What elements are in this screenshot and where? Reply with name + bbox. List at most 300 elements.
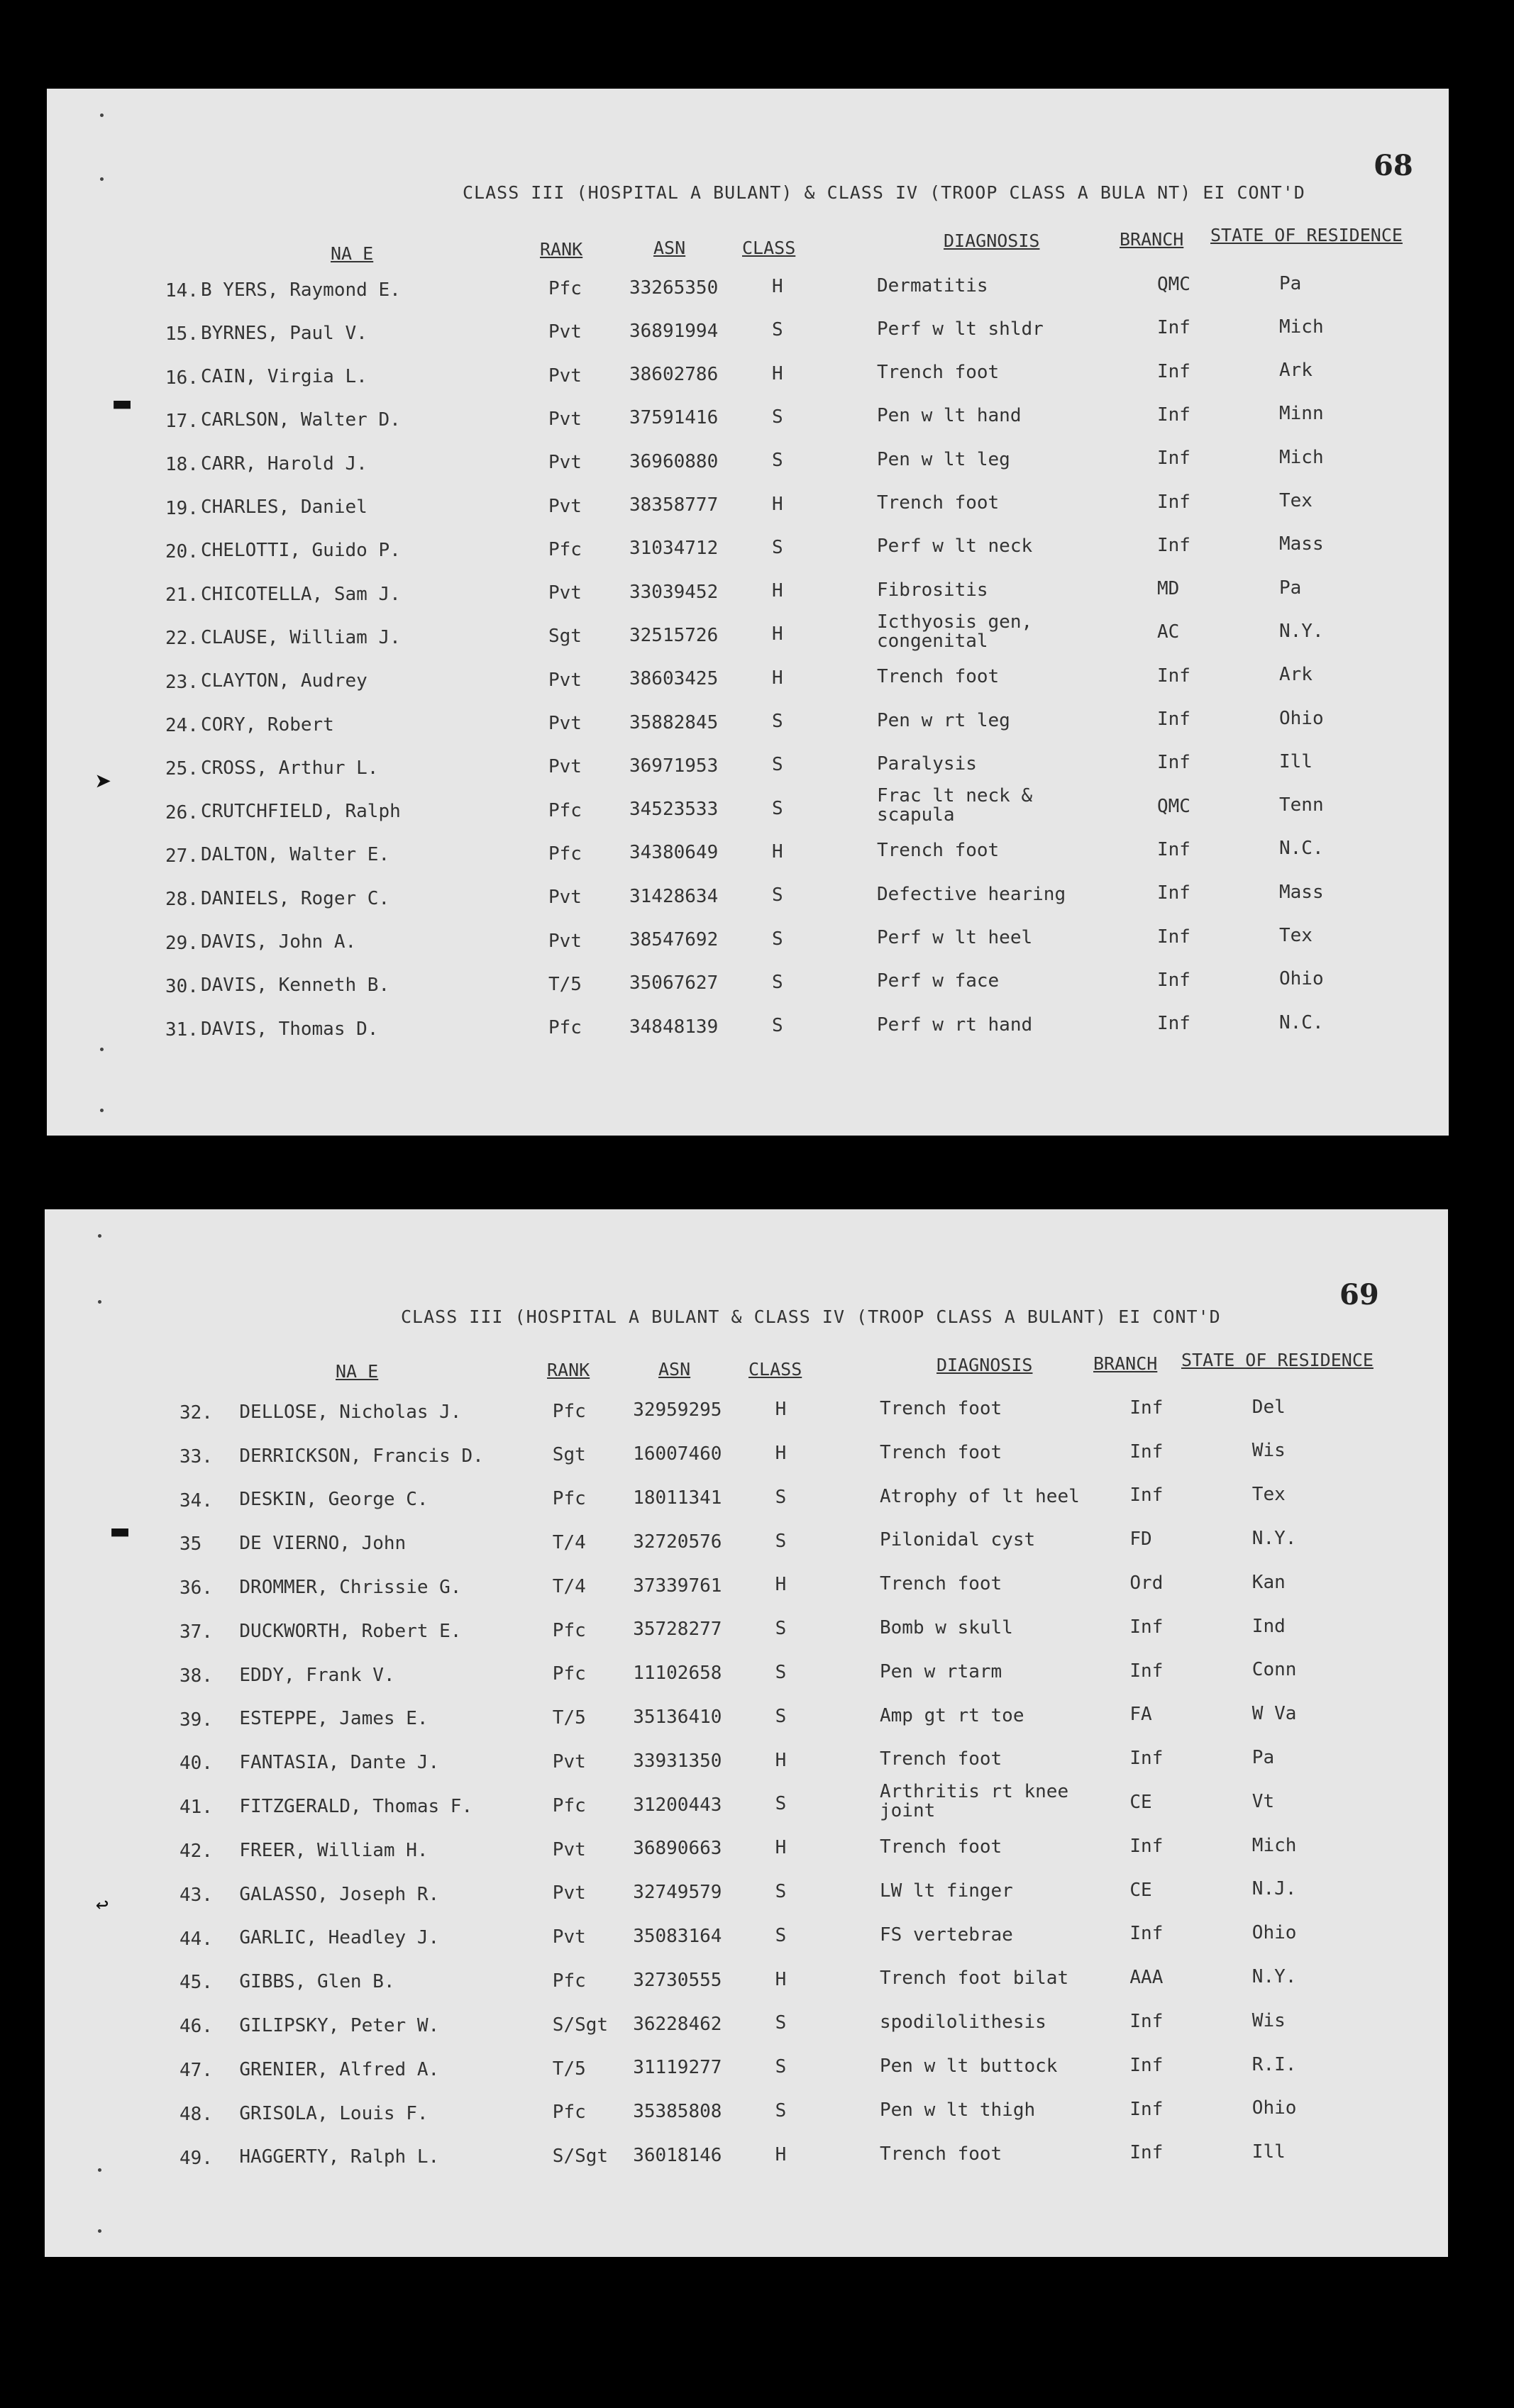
cell-diag: Perf w rt hand xyxy=(877,1014,1033,1036)
margin-mark-icon: ▬ xyxy=(111,1514,129,1547)
header-class: CLASS xyxy=(742,238,796,258)
cell-asn: 36890663 xyxy=(633,1838,722,1860)
cell-branch: Inf xyxy=(1157,1013,1190,1035)
cell-name: EDDY, Frank V. xyxy=(239,1664,395,1686)
table-row xyxy=(45,1834,1448,1869)
cell-diag: Perf w lt heel xyxy=(877,927,1033,948)
cell-diag: Bomb w skull xyxy=(880,1617,1013,1638)
cell-diag: spodilolithesis xyxy=(880,2012,1046,2034)
cell-rank: Pvt xyxy=(548,365,582,387)
cell-state: N.Y. xyxy=(1251,1528,1297,1549)
table-row xyxy=(45,1878,1448,1913)
cell-rank: Pvt xyxy=(548,713,582,734)
cell-diag: Atrophy of lt heel xyxy=(880,1485,1080,1507)
cell-diag: Pen w rt leg xyxy=(877,709,1010,731)
cell-branch: FD xyxy=(1129,1528,1152,1550)
cell-name: FREER, William H. xyxy=(239,1839,429,1861)
cell-cls: S xyxy=(775,1924,787,1946)
cell-num: 38. xyxy=(179,1665,213,1687)
cell-cls: S xyxy=(775,1530,787,1552)
cell-num: 19. xyxy=(165,497,199,519)
cell-name: CARLSON, Walter D. xyxy=(201,409,401,431)
cell-state: Pa xyxy=(1279,272,1302,294)
cell-branch: Inf xyxy=(1129,1397,1164,1419)
table-row xyxy=(45,2141,1448,2176)
cell-name: DAVIS, Thomas D. xyxy=(201,1018,379,1040)
cell-num: 23. xyxy=(165,671,199,693)
cell-state: N.Y. xyxy=(1279,620,1324,642)
cell-num: 14. xyxy=(165,280,199,301)
cell-cls: S xyxy=(772,319,783,341)
cell-cls: S xyxy=(772,450,783,472)
cell-asn: 11102658 xyxy=(633,1663,722,1685)
cell-name: CAIN, Virgia L. xyxy=(201,366,368,388)
cell-state: Tex xyxy=(1279,925,1313,946)
cell-name: CLAUSE, William J. xyxy=(201,626,401,648)
cell-state: Mich xyxy=(1279,446,1324,468)
cell-name: CLAYTON, Audrey xyxy=(201,670,368,692)
cell-state: Tex xyxy=(1251,1484,1286,1506)
cell-branch: Inf xyxy=(1129,1748,1164,1770)
cell-diag: Trench foot xyxy=(877,840,1000,862)
cell-cls: S xyxy=(772,754,783,776)
cell-asn: 33039452 xyxy=(629,581,719,603)
cell-num: 39. xyxy=(179,1709,213,1731)
cell-cls: S xyxy=(775,1881,787,1902)
cell-diag: Defective hearing xyxy=(877,883,1066,905)
cell-diag: Dermatitis xyxy=(877,274,988,296)
cell-state: Ill xyxy=(1251,2141,1286,2163)
dust-speck xyxy=(100,1048,104,1051)
cell-name: GRISOLA, Louis F. xyxy=(239,2102,429,2124)
cell-num: 25. xyxy=(165,758,199,780)
cell-state: N.J. xyxy=(1251,1878,1297,1900)
dust-speck xyxy=(98,2229,101,2233)
cell-rank: Pvt xyxy=(552,1882,586,1904)
cell-state: Mich xyxy=(1279,316,1324,338)
cell-asn: 31200443 xyxy=(633,1794,722,1816)
header-rank: RANK xyxy=(540,239,583,260)
cell-asn: 16007460 xyxy=(633,1443,722,1465)
cell-diag: Pen w lt hand xyxy=(877,405,1022,427)
cell-branch: Inf xyxy=(1129,2011,1164,2032)
cell-name: DAVIS, John A. xyxy=(201,931,357,953)
cell-diag: Pen w lt leg xyxy=(877,448,1010,470)
cell-rank: Pfc xyxy=(548,843,582,865)
cell-rank: Sgt xyxy=(552,1444,586,1466)
cell-cls: H xyxy=(775,2143,787,2165)
cell-num: 45. xyxy=(179,1972,213,1994)
header-rank: RANK xyxy=(547,1360,590,1380)
cell-name: FANTASIA, Dante J. xyxy=(239,1752,440,1774)
cell-name: DROMMER, Chrissie G. xyxy=(239,1577,462,1598)
cell-name: CROSS, Arthur L. xyxy=(201,757,379,779)
cell-branch: Inf xyxy=(1157,317,1190,339)
cell-state: Ohio xyxy=(1251,1922,1297,1944)
dust-speck xyxy=(98,2168,101,2172)
header-state: STATE OF RESIDENCE xyxy=(1210,225,1403,245)
header-branch: BRANCH xyxy=(1093,1353,1158,1374)
cell-num: 44. xyxy=(179,1928,213,1950)
cell-branch: FA xyxy=(1129,1704,1152,1726)
cell-state: Mass xyxy=(1279,533,1324,555)
cell-rank: Pfc xyxy=(552,2102,586,2124)
cell-diag: Arthritis rt knee joint xyxy=(880,1781,1069,1822)
cell-diag: Perf w lt neck xyxy=(877,536,1033,557)
cell-state: Ark xyxy=(1279,664,1313,686)
cell-diag: Pen w lt buttock xyxy=(880,2055,1058,2077)
cell-branch: MD xyxy=(1157,578,1180,600)
cell-branch: Inf xyxy=(1129,2142,1164,2164)
cell-diag: Icthyosis gen, congenital xyxy=(877,611,1033,652)
cell-asn: 35067627 xyxy=(629,972,719,994)
cell-num: 30. xyxy=(165,975,199,997)
cell-rank: Pfc xyxy=(552,1663,586,1685)
cell-cls: S xyxy=(772,797,783,819)
cell-state: Wis xyxy=(1251,2009,1286,2031)
cell-cls: H xyxy=(775,1399,787,1421)
cell-diag: Trench foot xyxy=(877,362,1000,384)
margin-mark-icon: ▬ xyxy=(114,387,131,419)
cell-name: DE VIERNO, John xyxy=(239,1533,407,1555)
cell-branch: Inf xyxy=(1157,360,1190,382)
cell-cls: S xyxy=(775,1705,787,1727)
cell-name: DANIELS, Roger C. xyxy=(201,887,390,909)
table-row xyxy=(47,611,1449,656)
cell-num: 24. xyxy=(165,715,199,736)
dust-speck xyxy=(98,1234,101,1238)
cell-branch: Inf xyxy=(1129,2098,1164,2120)
cell-name: CORY, Robert xyxy=(201,714,334,736)
cell-rank: Pvt xyxy=(548,887,582,909)
cell-diag: FS vertebrae xyxy=(880,1924,1013,1946)
cell-num: 41. xyxy=(179,1797,213,1819)
table-row xyxy=(45,2009,1448,2044)
cell-state: Mich xyxy=(1251,1834,1297,1856)
cell-branch: Inf xyxy=(1157,404,1190,426)
cell-state: Ind xyxy=(1251,1615,1286,1637)
cell-num: 36. xyxy=(179,1577,213,1599)
cell-cls: H xyxy=(772,623,783,645)
record-page-68 xyxy=(47,89,1449,1136)
header-branch: BRANCH xyxy=(1120,229,1184,250)
cell-diag: Trench foot xyxy=(880,1398,1002,1419)
cell-name: ESTEPPE, James E. xyxy=(239,1708,429,1730)
cell-asn: 37339761 xyxy=(633,1575,722,1597)
cell-rank: T/4 xyxy=(552,1575,586,1597)
table-row xyxy=(47,403,1449,439)
cell-diag: LW lt finger xyxy=(880,1880,1013,1902)
cell-branch: Inf xyxy=(1129,1660,1164,1682)
header-asn: ASN xyxy=(653,238,686,258)
cell-rank: S/Sgt xyxy=(552,2014,609,2036)
cell-name: B YERS, Raymond E. xyxy=(201,279,401,301)
cell-asn: 34523533 xyxy=(629,799,719,821)
cell-num: 42. xyxy=(179,1841,213,1862)
cell-cls: H xyxy=(775,1837,787,1859)
cell-asn: 38602786 xyxy=(629,364,719,386)
cell-name: CHARLES, Daniel xyxy=(201,496,368,518)
table-row xyxy=(45,1396,1448,1431)
table-row xyxy=(47,533,1449,570)
cell-num: 32. xyxy=(179,1402,213,1424)
header-state: STATE OF RESIDENCE xyxy=(1181,1350,1374,1370)
dust-speck xyxy=(98,1300,101,1304)
cell-state: N.C. xyxy=(1279,1011,1324,1033)
header-diagnosis: DIAGNOSIS xyxy=(936,1355,1033,1375)
header-diagnosis: DIAGNOSIS xyxy=(944,231,1040,251)
cell-rank: Pvt xyxy=(552,1838,586,1860)
cell-asn: 38358777 xyxy=(629,494,719,516)
cell-cls: S xyxy=(772,971,783,993)
cell-cls: H xyxy=(772,493,783,515)
cell-diag: Trench foot bilat xyxy=(880,1968,1069,1990)
table-row xyxy=(45,1703,1448,1738)
cell-state: Kan xyxy=(1251,1571,1286,1593)
cell-rank: Pvt xyxy=(548,930,582,952)
cell-asn: 38603425 xyxy=(629,668,719,690)
cell-name: CHICOTELLA, Sam J. xyxy=(201,583,401,605)
table-row xyxy=(45,2053,1448,2088)
cell-cls: S xyxy=(772,711,783,732)
cell-asn: 33931350 xyxy=(633,1750,722,1772)
cell-rank: T/4 xyxy=(552,1532,586,1553)
cell-num: 28. xyxy=(165,889,199,911)
cell-state: Ark xyxy=(1279,360,1313,382)
cell-asn: 34848139 xyxy=(629,1016,719,1038)
cell-cls: H xyxy=(775,1968,787,1990)
page-title: CLASS III (HOSPITAL A BULANT & CLASS IV (TROOP CLASS A BULANT) EI CONT'D xyxy=(401,1306,1221,1327)
cell-diag: Paralysis xyxy=(877,753,977,775)
cell-diag: Perf w face xyxy=(877,970,1000,992)
cell-name: DALTON, Walter E. xyxy=(201,844,390,866)
cell-name: HAGGERTY, Ralph L. xyxy=(239,2146,440,2168)
cell-name: GALASSO, Joseph R. xyxy=(239,1883,440,1905)
table-row xyxy=(47,577,1449,613)
cell-branch: Inf xyxy=(1157,969,1190,991)
cell-rank: Pfc xyxy=(548,278,582,299)
cell-asn: 31034712 xyxy=(629,538,719,560)
cell-rank: T/5 xyxy=(548,973,582,995)
cell-num: 49. xyxy=(179,2147,213,2169)
cell-branch: Inf xyxy=(1157,709,1190,730)
table-row xyxy=(47,664,1449,700)
cell-branch: Inf xyxy=(1157,882,1190,904)
cell-cls: S xyxy=(775,2056,787,2078)
cell-asn: 36228462 xyxy=(633,2013,722,2035)
table-row xyxy=(47,1011,1449,1048)
cell-asn: 35385808 xyxy=(633,2101,722,2123)
cell-branch: AAA xyxy=(1129,1967,1164,1989)
cell-state: Wis xyxy=(1251,1440,1286,1462)
cell-state: Tenn xyxy=(1279,794,1324,816)
cell-diag: Trench foot xyxy=(880,1441,1002,1463)
cell-cls: S xyxy=(775,1486,787,1508)
cell-diag: Trench foot xyxy=(880,1573,1002,1595)
cell-state: Vt xyxy=(1251,1790,1275,1812)
cell-cls: H xyxy=(772,362,783,384)
cell-rank: Pfc xyxy=(548,538,582,560)
cell-cls: H xyxy=(775,1443,787,1464)
cell-cls: S xyxy=(775,2012,787,2034)
cell-diag: Pen w rtarm xyxy=(880,1660,1002,1682)
cell-num: 48. xyxy=(179,2103,213,2125)
cell-rank: Pfc xyxy=(552,1970,586,1992)
cell-branch: Inf xyxy=(1157,448,1190,470)
page-number: 68 xyxy=(1374,149,1413,182)
dust-speck xyxy=(100,1109,104,1112)
cell-diag: Pilonidal cyst xyxy=(880,1529,1036,1551)
cell-name: DAVIS, Kenneth B. xyxy=(201,975,390,997)
cell-rank: Sgt xyxy=(548,626,582,648)
cell-num: 37. xyxy=(179,1621,213,1643)
cell-name: CARR, Harold J. xyxy=(201,453,368,475)
cell-num: 35 xyxy=(179,1533,202,1555)
cell-cls: S xyxy=(772,1015,783,1037)
cell-num: 47. xyxy=(179,2060,213,2081)
cell-cls: S xyxy=(772,406,783,428)
record-page-69 xyxy=(45,1209,1448,2257)
cell-asn: 32720576 xyxy=(633,1531,722,1553)
table-row xyxy=(45,1484,1448,1519)
cell-rank: Pvt xyxy=(548,669,582,691)
cell-asn: 38547692 xyxy=(629,929,719,950)
cell-state: N.C. xyxy=(1279,838,1324,860)
cell-num: 29. xyxy=(165,932,199,954)
cell-name: GARLIC, Headley J. xyxy=(239,1927,440,1949)
cell-num: 27. xyxy=(165,845,199,867)
cell-num: 26. xyxy=(165,801,199,823)
cell-branch: Ord xyxy=(1129,1572,1164,1594)
dust-speck xyxy=(100,113,104,117)
cell-state: Tex xyxy=(1279,490,1313,511)
cell-rank: S/Sgt xyxy=(552,2146,609,2168)
table-row xyxy=(45,1440,1448,1475)
table-row xyxy=(47,446,1449,482)
cell-asn: 35083164 xyxy=(633,1926,722,1947)
margin-mark-icon: ↩ xyxy=(96,1892,109,1917)
cell-rank: Pfc xyxy=(552,1794,586,1816)
cell-name: DESKIN, George C. xyxy=(239,1489,429,1511)
cell-diag: Amp gt rt toe xyxy=(880,1704,1024,1726)
page-title: CLASS III (HOSPITAL A BULANT) & CLASS IV (TROOP CLASS A BULA NT) EI CONT'D xyxy=(463,182,1305,203)
cell-name: GRENIER, Alfred A. xyxy=(239,2058,440,2080)
margin-arrow-icon: ➤ xyxy=(95,766,113,799)
cell-num: 22. xyxy=(165,628,199,650)
cell-num: 31. xyxy=(165,1019,199,1041)
cell-rank: Pvt xyxy=(548,495,582,517)
cell-state: Ohio xyxy=(1279,707,1324,729)
cell-asn: 34380649 xyxy=(629,842,719,864)
cell-diag: Trench foot xyxy=(880,2143,1002,2165)
cell-rank: Pfc xyxy=(552,1488,586,1510)
cell-num: 33. xyxy=(179,1446,213,1467)
cell-diag: Trench foot xyxy=(880,1748,1002,1770)
cell-name: DUCKWORTH, Robert E. xyxy=(239,1620,462,1642)
cell-state: Ohio xyxy=(1251,2097,1297,2119)
cell-cls: S xyxy=(775,1793,787,1815)
cell-branch: Inf xyxy=(1157,534,1190,556)
cell-diag: Trench foot xyxy=(877,492,1000,514)
cell-name: DELLOSE, Nicholas J. xyxy=(239,1401,462,1423)
cell-num: 18. xyxy=(165,454,199,476)
table-row xyxy=(47,272,1449,309)
cell-branch: Inf xyxy=(1129,1835,1164,1857)
table-row xyxy=(45,1528,1448,1562)
cell-rank: Pvt xyxy=(552,1926,586,1948)
table-row xyxy=(47,316,1449,352)
cell-cls: H xyxy=(775,1574,787,1596)
cell-cls: S xyxy=(775,1662,787,1683)
cell-branch: QMC xyxy=(1157,795,1190,817)
cell-rank: Pvt xyxy=(548,321,582,343)
cell-num: 43. xyxy=(179,1884,213,1906)
table-row xyxy=(45,1659,1448,1694)
table-row xyxy=(45,1747,1448,1781)
table-row xyxy=(45,1615,1448,1650)
cell-state: Mass xyxy=(1279,881,1324,903)
cell-rank: Pfc xyxy=(552,1400,586,1422)
cell-state: Ohio xyxy=(1279,968,1324,990)
cell-num: 16. xyxy=(165,367,199,389)
cell-diag: Trench foot xyxy=(880,1836,1002,1858)
cell-asn: 18011341 xyxy=(633,1487,722,1509)
cell-name: GILIPSKY, Peter W. xyxy=(239,2015,440,2036)
cell-asn: 35136410 xyxy=(633,1707,722,1728)
cell-asn: 32515726 xyxy=(629,624,719,646)
cell-asn: 33265350 xyxy=(629,277,719,299)
header-name: NA E xyxy=(331,243,374,264)
cell-rank: Pvt xyxy=(548,452,582,474)
cell-cls: S xyxy=(772,536,783,558)
table-row xyxy=(47,881,1449,917)
table-row xyxy=(47,750,1449,787)
cell-state: Pa xyxy=(1279,577,1302,599)
cell-asn: 35882845 xyxy=(629,711,719,733)
cell-diag: Trench foot xyxy=(877,666,1000,688)
table-row xyxy=(47,925,1449,961)
cell-num: 34. xyxy=(179,1489,213,1511)
table-row xyxy=(47,490,1449,526)
cell-rank: Pfc xyxy=(552,1619,586,1641)
cell-cls: S xyxy=(772,928,783,950)
cell-num: 40. xyxy=(179,1753,213,1775)
cell-rank: Pvt xyxy=(548,582,582,604)
cell-cls: H xyxy=(772,580,783,602)
cell-state: Conn xyxy=(1251,1659,1297,1681)
page-number: 69 xyxy=(1339,1278,1379,1311)
header-asn: ASN xyxy=(658,1359,691,1380)
cell-state: Del xyxy=(1251,1396,1286,1418)
cell-name: FITZGERALD, Thomas F. xyxy=(239,1796,473,1817)
table-row xyxy=(47,785,1449,831)
cell-diag: Frac lt neck & scapula xyxy=(877,785,1033,826)
cell-state: N.Y. xyxy=(1251,1966,1297,1987)
cell-diag: Perf w lt shldr xyxy=(877,318,1044,340)
cell-num: 15. xyxy=(165,323,199,345)
cell-asn: 32730555 xyxy=(633,1969,722,1991)
cell-name: BYRNES, Paul V. xyxy=(201,322,368,344)
cell-name: CRUTCHFIELD, Ralph xyxy=(201,801,401,823)
cell-rank: Pvt xyxy=(548,756,582,778)
cell-branch: Inf xyxy=(1129,1616,1164,1638)
cell-num: 21. xyxy=(165,584,199,606)
cell-branch: CE xyxy=(1129,1792,1152,1813)
table-row xyxy=(45,1781,1448,1825)
table-row xyxy=(45,1922,1448,1957)
cell-num: 17. xyxy=(165,410,199,432)
cell-branch: Inf xyxy=(1129,1923,1164,1945)
